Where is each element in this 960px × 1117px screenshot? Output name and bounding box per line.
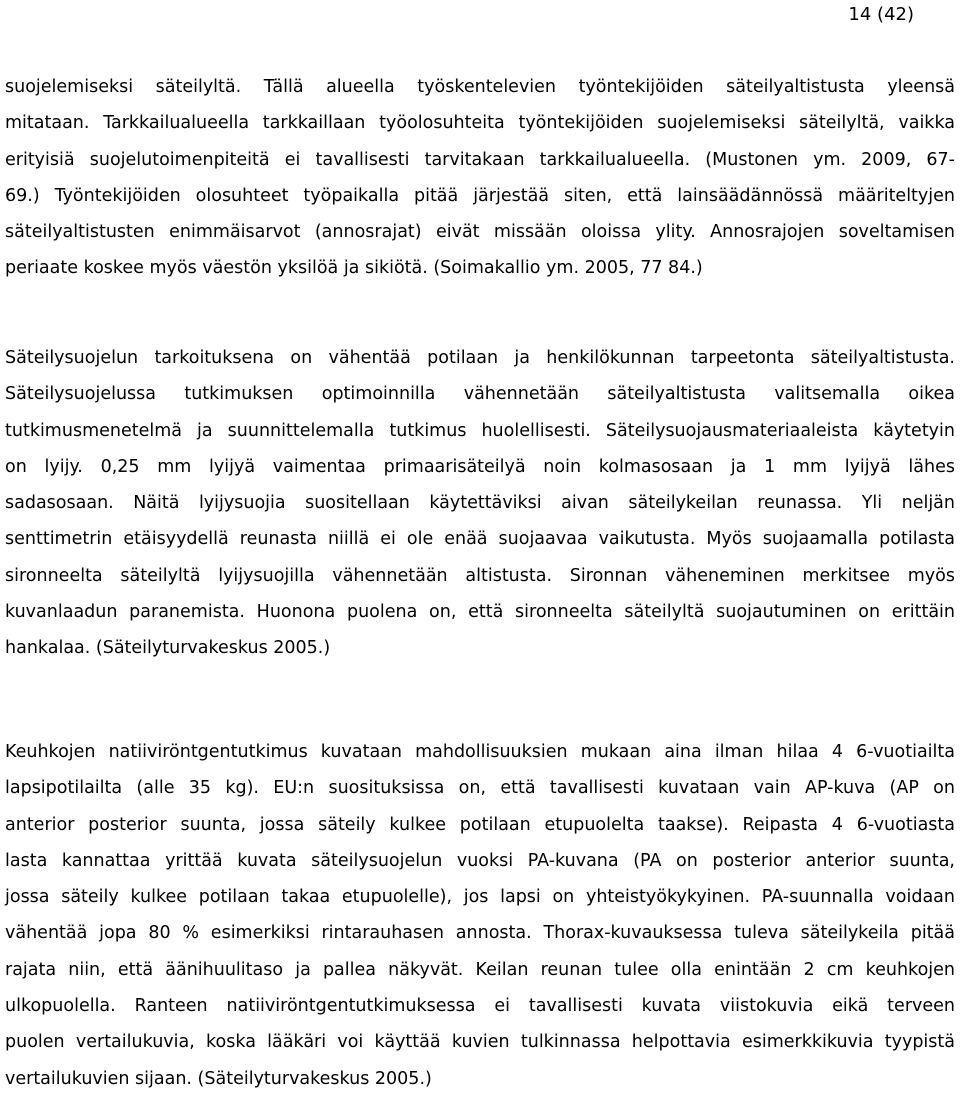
text-line: on lyijy. 0,25 mm lyijyä vaimentaa primaarisäteilyä noin kolmasosaan ja 1 mm lyijyä lähes [5, 456, 955, 477]
paragraph-3 [5, 734, 955, 1097]
text-line: mitataan. Tarkkailualueella tarkkaillaan työolosuhteita työntekijöiden suojelemiseksi säteilyltä, vaikka [5, 113, 955, 134]
text-line: ulkopuolella. Ranteen natiiviröntgentutkimuksessa ei tavallisesti kuvata viistokuvia eikä terveen [5, 996, 955, 1017]
paragraph-1 [5, 69, 955, 287]
text-line: lasta kannattaa yrittää kuvata säteilysuojelun vuoksi PA-kuvana (PA on posterior anterior suunta, [5, 850, 955, 871]
text-line: Säteilysuojelun tarkoituksena on vähentää potilaan ja henkilökunnan tarpeetonta säteilyaltistusta. [5, 348, 955, 368]
text-line: jossa säteily kulkee potilaan takaa etupuolelle), jos lapsi on yhteistyökykyinen. PA-suunnalla voidaan [5, 887, 955, 908]
text-line: rajata niin, että äänihuulitaso ja pallea näkyvät. Keilan reunan tulee olla enintään 2 cm keuhkojen [5, 959, 955, 980]
text-line: Keuhkojen natiiviröntgentutkimus kuvataan mahdollisuuksien mukaan aina ilman hilaa 4 6-vuotiailta [5, 742, 955, 762]
paragraph-2 [5, 340, 955, 667]
text-line: tutkimusmenetelmä ja suunnittelemalla tutkimus huolellisesti. Säteilysuojausmateriaaleista käytetyin [5, 420, 955, 441]
text-line: sironneelta säteilyltä lyijysuojilla vähennetään altistusta. Sironnan väheneminen merkitsee myös [5, 565, 955, 586]
text-line: sadasosaan. Näitä lyijysuojia suositellaan käytettäviksi aivan säteilykeilan reunassa. Yli neljän [5, 493, 955, 514]
text-line: erityisiä suojelutoimenpiteitä ei tavallisesti tarvitakaan tarkkailualueella. (Mustonen ym. 2009, 67- [5, 149, 955, 170]
page-number: 14 (42) [848, 4, 914, 25]
text-line: senttimetrin etäisyydellä reunasta niillä ei ole enää suojaavaa vaikutusta. Myös suojaamalla potilasta [5, 529, 955, 550]
text-line: vertailukuvien sijaan. (Säteilyturvakeskus 2005.) [5, 1068, 432, 1089]
text-line: lapsipotilailta (alle 35 kg). EU:n suosituksissa on, että tavallisesti kuvataan vain AP-kuva (AP on [5, 778, 955, 799]
text-line: anterior posterior suunta, jossa säteily kulkee potilaan etupuolelta taakse). Reipasta 4 6-vuotiasta [5, 814, 955, 835]
text-line: säteilyaltistusten enimmäisarvot (annosrajat) eivät missään oloissa ylity. Annosrajojen soveltamisen [5, 222, 955, 243]
text-line: Säteilysuojelussa tutkimuksen optimoinnilla vähennetään säteilyaltistusta valitsemalla oikea [5, 384, 955, 405]
text-line: puolen vertailukuvia, koska lääkäri voi käyttää kuvien tulkinnassa helpottavia esimerkkikuvia tyypistä [5, 1032, 955, 1053]
text-line: hankalaa. (Säteilyturvakeskus 2005.) [5, 638, 331, 659]
text-line: kuvanlaadun paranemista. Huonona puolena on, että sironneelta säteilyltä suojautuminen on erittäin [5, 602, 955, 623]
text-line: vähentää jopa 80 % esimerkiksi rintarauhasen annosta. Thorax-kuvauksessa tuleva säteilykeila pitää [5, 923, 955, 944]
text-line: suojelemiseksi säteilyltä. Tällä alueella työskentelevien työntekijöiden säteilyaltistusta yleensä [5, 77, 955, 97]
text-line: periaate koskee myös väestön yksilöä ja sikiötä. (Soimakallio ym. 2005, 77 84.) [5, 258, 703, 279]
text-line: 69.) Työntekijöiden olosuhteet työpaikalla pitää järjestää siten, että lainsäädännössä määriteltyjen [5, 185, 955, 206]
